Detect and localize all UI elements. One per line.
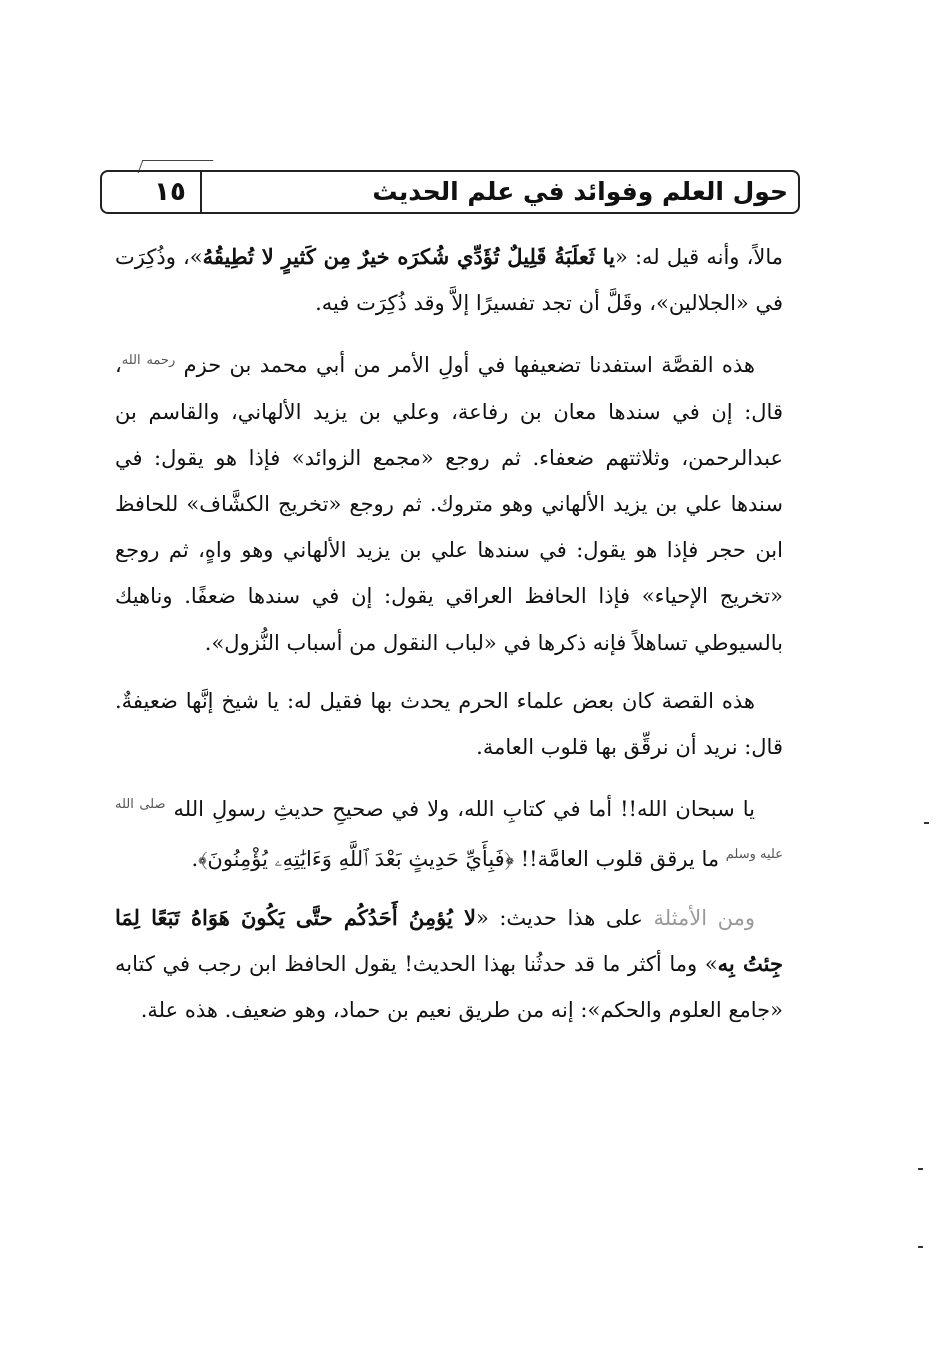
paragraph-2 bbox=[115, 338, 783, 665]
text-segment: على هذا حديث: « bbox=[475, 905, 654, 930]
page-number: ١٥ bbox=[154, 177, 186, 207]
paragraph-3 bbox=[115, 678, 783, 770]
text-segment: مالاً، وأنه قيل له: « bbox=[614, 245, 783, 269]
paragraph-1 bbox=[115, 234, 783, 326]
quoted-hadith: يا ثَعلَبَةُ قَلِيلٌ تُؤَدِّي شُكرَه خيرٌ مِن كَثيرٍ لا تُطِيقُهُ bbox=[202, 244, 615, 269]
text-segment: يا سبحان الله!! أما في كتابِ الله، ولا في صحيحِ حديثِ رسولِ الله bbox=[165, 797, 755, 822]
text-segment: ، قال: إن في سندها معان بن رفاعة، وعلي بن يزيد الألهاني، والقاسم بن عبدالرحمن، وثلاثتهم ضعفاء. ثم روجع «مجمع الزوائد» فإذا هو يقول: في سندها علي بن يزيد الألهاني وهو متروك. ثم روجع «تخريج الكشَّاف» للحافظ ابن حجر فإذا هو يقول: في سندها علي بن يزيد الألهاني وهو واهٍ، ثم روجع «تخريج الإحياء» فإذا الحافظ العراقي يقول: إن في سندها ضعفًا. وناهيك بالسيوطي تساهلاً فإنه ذكرها في «لباب النقول من أسباب النُّزول». bbox=[115, 353, 783, 655]
honorific-mark: رحمه الله bbox=[121, 353, 176, 369]
text-segment: »، وذُكِرَت في «الجلالين»، وقَلَّ أن تجد تفسيرًا إلاَّ وقد ذُكِرَت فيه. bbox=[115, 245, 783, 316]
running-title: حول العلم وفوائد في علم الحديث bbox=[372, 177, 788, 206]
text-segment: هذه القصَّة استفدنا تضعيفها في أولِ الأمر من أبي محمد بن حزم bbox=[175, 353, 756, 378]
body-text bbox=[115, 234, 783, 1045]
scan-mark bbox=[918, 1246, 923, 1248]
scan-mark bbox=[924, 822, 929, 824]
scan-mark bbox=[918, 1168, 923, 1170]
quoted-hadith: لا يُؤمِنُ أَحَدُكُم حتَّى يَكُونَ هَوَاهُ تَبَعًا لِمَا جِئتُ بِه bbox=[115, 904, 783, 976]
text-segment: هذه القصة كان بعض علماء الحرم يحدث بها فقيل له: يا شيخ إنَّها ضعيفةٌ. قال: نريد أن نرقِّق بها قلوب العامة. bbox=[115, 688, 783, 760]
text-segment: ما يرقق قلوب العامَّة!! ﴿فَبِأَيِّ حَدِيثٍ بَعْدَ ٱللَّهِ وَءَايَٰتِهِۦ يُؤْمِنُونَ﴾. bbox=[191, 847, 726, 872]
text-segment: » وما أكثر ما قد حدثُنا بهذا الحديث! يقول الحافظ ابن رجب في كتابه «جامع العلوم والحكم»: إنه من طريق نعيم بن حماد، وهو ضعيف. هذه علة. bbox=[115, 951, 783, 1023]
faded-text: ومن الأمثلة bbox=[653, 905, 755, 930]
header-divider bbox=[200, 170, 202, 214]
paragraph-5 bbox=[115, 895, 783, 1034]
paragraph-4 bbox=[115, 782, 783, 882]
honorific-mark: صلى الله عليه وسلم bbox=[115, 797, 783, 863]
